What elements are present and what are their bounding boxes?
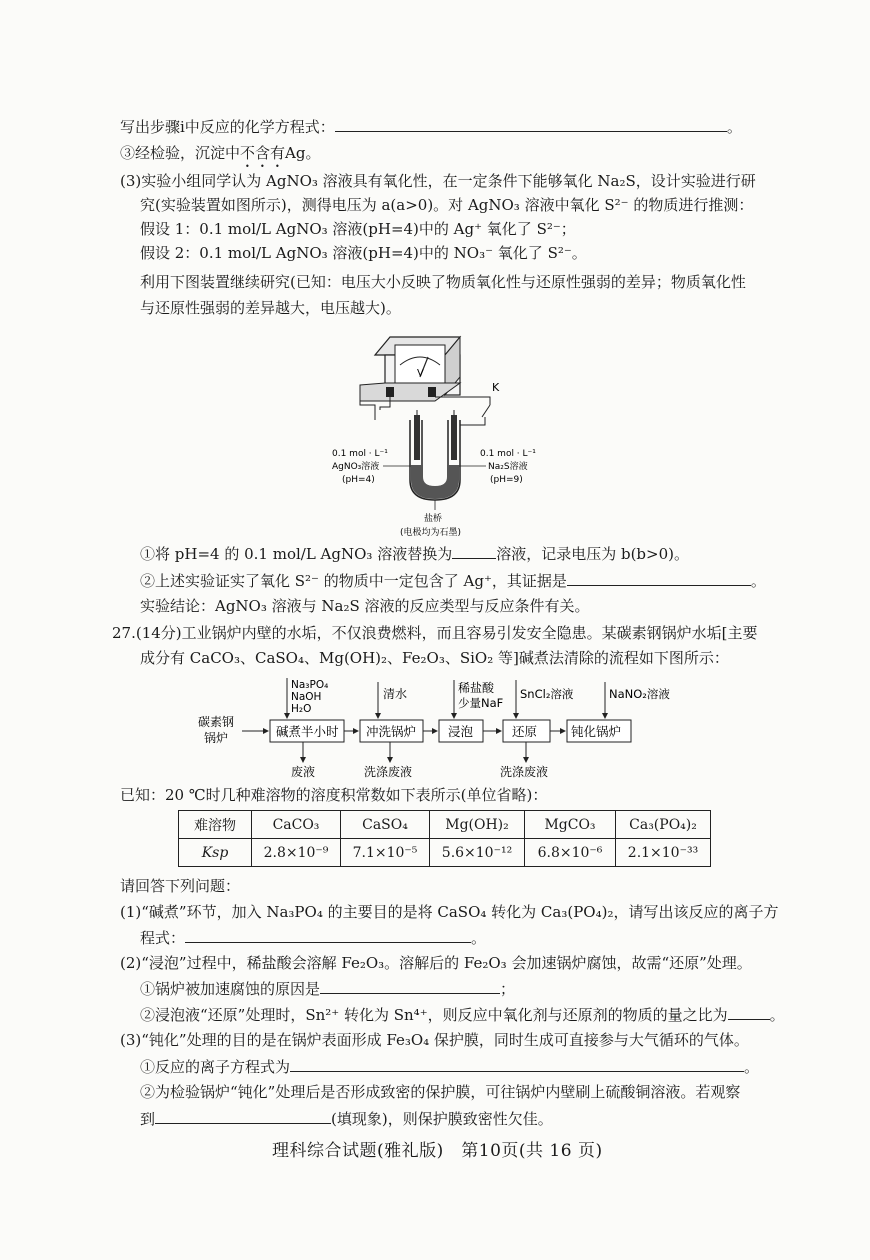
- table-row: Ksp 2.8×10⁻⁹ 7.1×10⁻⁵ 5.6×10⁻¹² 6.8×10⁻⁶ 2.1×10⁻³³: [179, 839, 711, 867]
- answer-blank[interactable]: [335, 116, 727, 132]
- svg-text:浸泡: 浸泡: [448, 724, 474, 739]
- voltmeter-label: V: [417, 368, 424, 379]
- svg-text:H₂O: H₂O: [291, 703, 312, 715]
- step-i-equation-line: 写出步骤ⅰ中反应的化学方程式： 。: [120, 118, 742, 136]
- page-footer: 理科综合试题(雅礼版) 第10页(共 16 页): [272, 1141, 603, 1161]
- svg-text:清水: 清水: [383, 687, 408, 701]
- answer-blank[interactable]: [728, 1004, 770, 1020]
- q3-intro-line2: 究(实验装置如图所示)，测得电压为 a(a>0)。对 AgNO₃ 溶液中氧化 S²⁻ 的物质进行推测：: [140, 196, 754, 214]
- p2-sub1: ①锅炉被加速腐蚀的原因是 ；: [140, 980, 516, 998]
- svg-text:NaNO₂溶液: NaNO₂溶液: [609, 687, 670, 701]
- answer-prompt: 请回答下列问题：: [120, 877, 241, 895]
- galvanic-cell-apparatus: [320, 325, 550, 545]
- answer-blank[interactable]: [290, 1056, 744, 1072]
- answer-blank[interactable]: [155, 1108, 331, 1124]
- p3-sub2: ②为检验锅炉“钝化”处理后是否形成致密的保护膜，可往锅炉内壁刷上硫酸铜溶液。若观察: [140, 1083, 741, 1101]
- svg-text:AgNO₃溶液: AgNO₃溶液: [332, 462, 380, 472]
- switch-label: K: [492, 381, 500, 394]
- svg-text:还原: 还原: [512, 724, 538, 739]
- salt-bridge-label: 盐桥: [424, 514, 443, 524]
- svg-text:(电极均为石墨): (电极均为石墨): [400, 528, 462, 538]
- ag-check-line: ③经检验，沉淀中不含有Ag。: [120, 144, 321, 162]
- p2-line1: (2)“浸泡”过程中，稀盐酸会溶解 Fe₂O₃。溶解后的 Fe₂O₃ 会加速锅炉腐蚀，故需“还原”处理。: [120, 954, 752, 972]
- descaling-flow-chart: [190, 676, 670, 786]
- svg-text:锅炉: 锅炉: [204, 731, 229, 745]
- svg-text:Na₃PO₄: Na₃PO₄: [291, 679, 329, 691]
- left-electrode: [414, 415, 420, 460]
- ksp-table: [178, 810, 711, 867]
- svg-text:洗涤废液: 洗涤废液: [500, 765, 549, 779]
- q27-intro-line1: 27.(14分)工业锅炉内壁的水垢，不仅浪费燃料，而且容易引发安全隐患。某碳素钢锅炉水垢[主要: [112, 624, 758, 642]
- hypothesis-1: 假设 1：0.1 mol/L AgNO₃ 溶液(pH=4)中的 Ag⁺ 氧化了 S²⁻；: [140, 220, 576, 238]
- svg-text:Na₂S溶液: Na₂S溶液: [488, 462, 528, 472]
- svg-text:0.1 mol · L⁻¹: 0.1 mol · L⁻¹: [332, 449, 388, 459]
- q3-sub1: ①将 pH=4 的 0.1 mol/L AgNO₃ 溶液替换为 溶液，记录电压为 b(b>0)。: [140, 545, 689, 563]
- voltmeter: [360, 337, 460, 401]
- step-i-equation-text: 写出步骤ⅰ中反应的化学方程式：: [120, 118, 335, 136]
- svg-text:0.1 mol · L⁻¹: 0.1 mol · L⁻¹: [480, 449, 536, 459]
- svg-text:碱煮半小时: 碱煮半小时: [276, 724, 339, 739]
- table-row: 难溶物 CaCO₃ CaSO₄ Mg(OH)₂ MgCO₃ Ca₃(PO₄)₂: [179, 811, 711, 839]
- p2-sub2: ②浸泡液“还原”处理时，Sn²⁺ 转化为 Sn⁴⁺，则反应中氧化剂与还原剂的物质的量之比为 。: [140, 1006, 785, 1024]
- q3-sub2: ②上述实验证实了氧化 S²⁻ 的物质中一定包含了 Ag⁺，其证据是 。: [140, 572, 766, 590]
- emphasis-text: 不含有: [240, 144, 286, 162]
- svg-text:钝化锅炉: 钝化锅炉: [571, 724, 622, 739]
- svg-text:SnCl₂溶液: SnCl₂溶液: [520, 687, 574, 701]
- right-electrode: [451, 415, 457, 460]
- p3-sub2-cont: 到 (填现象)，则保护膜致密性欠佳。: [140, 1110, 553, 1128]
- q3-note-line1: 利用下图装置继续研究(已知：电压大小反映了物质氧化性与还原性强弱的差异；物质氧化性: [140, 273, 746, 291]
- q27-intro-line2: 成分有 CaCO₃、CaSO₄、Mg(OH)₂、Fe₂O₃、SiO₂ 等]碱煮法清除的流程如下图所示：: [140, 649, 729, 667]
- answer-blank[interactable]: [452, 543, 496, 559]
- svg-text:废液: 废液: [291, 765, 316, 779]
- p1-line2: 程式： 。: [140, 929, 487, 947]
- p3-sub1: ①反应的离子方程式为 。: [140, 1058, 760, 1076]
- hypothesis-2: 假设 2：0.1 mol/L AgNO₃ 溶液(pH=4)中的 NO₃⁻ 氧化了 S²⁻。: [140, 244, 587, 262]
- svg-text:冲洗锅炉: 冲洗锅炉: [366, 724, 417, 739]
- q3-note-line2: 与还原性强弱的差异越大，电压越大)。: [140, 299, 401, 317]
- svg-text:少量NaF: 少量NaF: [458, 696, 504, 710]
- answer-blank[interactable]: [185, 927, 471, 943]
- answer-blank[interactable]: [320, 978, 500, 994]
- p3-line1: (3)“钝化”处理的目的是在锅炉表面形成 Fe₃O₄ 保护膜，同时生成可直接参与大气循环的气体。: [120, 1031, 749, 1049]
- q3-intro-line1: (3)实验小组同学认为 AgNO₃ 溶液具有氧化性，在一定条件下能够氧化 Na₂S，设计实验进行研: [120, 172, 756, 190]
- answer-blank[interactable]: [567, 570, 751, 586]
- svg-text:(pH=9): (pH=9): [490, 475, 523, 485]
- source-label: 碳素钢: [198, 715, 235, 729]
- svg-text:洗涤废液: 洗涤废液: [364, 765, 413, 779]
- svg-text:稀盐酸: 稀盐酸: [458, 681, 495, 695]
- q3-conclusion: 实验结论：AgNO₃ 溶液与 Na₂S 溶液的反应类型与反应条件有关。: [140, 597, 590, 615]
- svg-text:NaOH: NaOH: [291, 691, 322, 703]
- p1-line1: (1)“碱煮”环节，加入 Na₃PO₄ 的主要目的是将 CaSO₄ 转化为 Ca₃(PO₄)₂，请写出该反应的离子方: [120, 903, 779, 921]
- svg-text:(pH=4): (pH=4): [342, 475, 375, 485]
- ksp-intro: 已知：20 ℃时几种难溶物的溶度积常数如下表所示(单位省略)：: [120, 786, 548, 804]
